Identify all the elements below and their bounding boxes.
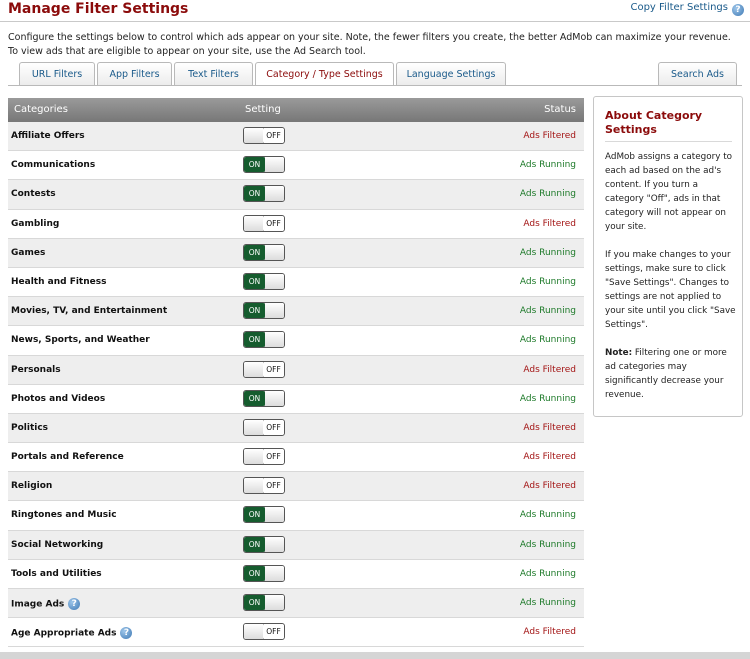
toggle-slider: [264, 566, 284, 581]
toggle-slider: [244, 449, 264, 464]
status-text: Ads Running: [519, 160, 576, 171]
category-label: Portals and Reference: [11, 452, 124, 463]
toggle-state-label: ON: [244, 595, 265, 610]
category-label: Image Ads: [11, 599, 65, 610]
category-label: Age Appropriate Ads: [11, 628, 117, 639]
table-row: [8, 239, 584, 268]
sidebox-para-2: If you make changes to your settings, make sure to click "Save Settings". Changes to settings are not applied to your site until you click "Save Settings".: [605, 250, 736, 330]
toggle-state-label: OFF: [263, 216, 284, 231]
table-row: [8, 151, 584, 180]
toggle-slider: [244, 420, 264, 435]
status-text: Ads Filtered: [523, 627, 576, 638]
table-row: [8, 180, 584, 209]
table-row: [8, 560, 584, 589]
title-bar: [0, 0, 750, 22]
category-toggle[interactable]: [243, 127, 285, 144]
status-text: Ads Running: [519, 189, 576, 200]
category-toggle[interactable]: [243, 448, 285, 465]
toggle-slider: [264, 303, 284, 318]
table-header: [8, 98, 584, 122]
category-label: Politics: [11, 422, 49, 433]
sidebox-note: [605, 346, 736, 402]
table-row: [8, 326, 584, 355]
toggle-state-label: ON: [244, 245, 265, 260]
toggle-state-label: OFF: [263, 362, 284, 377]
header-categories: Categories: [14, 104, 68, 115]
category-label: Communications: [11, 160, 96, 171]
footer-bar: [0, 652, 750, 659]
category-name: [11, 277, 106, 287]
category-name: [11, 510, 117, 520]
category-name: [11, 423, 48, 433]
header-setting: Setting: [245, 104, 281, 115]
category-label: Movies, TV, and Entertainment: [11, 306, 168, 317]
tab-search-ads[interactable]: Search Ads: [658, 62, 737, 85]
toggle-slider: [244, 128, 264, 143]
status-text: Ads Filtered: [523, 364, 576, 375]
toggle-slider: [264, 245, 284, 260]
intro-line-2: To view ads that are eligible to appear on your site, use the Ad Search tool.: [8, 46, 366, 57]
help-icon[interactable]: ?: [120, 627, 132, 639]
toggle-slider: [264, 537, 284, 552]
toggle-slider: [264, 595, 284, 610]
toggle-slider: [244, 624, 264, 639]
category-toggle[interactable]: [243, 215, 285, 232]
toggle-slider: [264, 391, 284, 406]
status-text: Ads Running: [519, 598, 576, 608]
category-name: [11, 189, 56, 199]
category-toggle[interactable]: [243, 536, 285, 553]
table-row: [8, 501, 584, 530]
toggle-state-label: OFF: [263, 478, 284, 493]
table-row: [8, 443, 584, 472]
status-text: Ads Running: [519, 247, 576, 258]
toggle-slider: [244, 216, 264, 231]
toggle-slider: [264, 507, 284, 522]
category-name: [11, 219, 59, 229]
category-toggle[interactable]: [243, 156, 285, 173]
status-text: Ads Running: [519, 539, 576, 550]
category-toggle[interactable]: [243, 361, 285, 378]
category-label: Tools and Utilities: [11, 568, 102, 579]
category-name: [11, 394, 105, 404]
toggle-slider: [264, 186, 284, 201]
filter-tabs: [0, 62, 750, 86]
toggle-slider: [264, 332, 284, 347]
sidebox-para-1: AdMob assigns a category to each ad based on the ad's content. If you turn a category "Off", ads in that category will not appear on your site.: [605, 152, 733, 232]
copy-filter-settings-link[interactable]: Copy Filter Settings: [630, 2, 728, 13]
status-text: Ads Running: [519, 510, 576, 521]
toggle-state-label: ON: [244, 507, 265, 522]
toggle-state-label: OFF: [263, 420, 284, 435]
status-text: Ads Running: [519, 276, 576, 287]
status-text: Ads Running: [519, 306, 576, 317]
table-row: [8, 472, 584, 501]
table-row: [8, 356, 584, 385]
category-name: [11, 160, 95, 170]
category-name: [11, 540, 103, 550]
tab-url-filters[interactable]: URL Filters: [19, 62, 95, 85]
table-row: [8, 618, 584, 647]
category-name: [11, 627, 132, 639]
tab-app-filters[interactable]: App Filters: [97, 62, 172, 85]
toggle-state-label: ON: [244, 566, 265, 581]
table-row: [8, 210, 584, 239]
header-status: Status: [544, 104, 576, 115]
table-row: [8, 122, 584, 151]
table-row: [8, 414, 584, 443]
status-text: Ads Filtered: [523, 452, 576, 463]
category-label: Contests: [11, 189, 56, 200]
toggle-state-label: ON: [244, 274, 265, 289]
category-label: Religion: [11, 481, 53, 492]
help-icon[interactable]: ?: [68, 598, 80, 610]
category-name: [11, 598, 80, 610]
category-toggle[interactable]: [243, 477, 285, 494]
category-label: Gambling: [11, 218, 60, 229]
tab-text-filters[interactable]: Text Filters: [174, 62, 253, 85]
category-toggle[interactable]: [243, 302, 285, 319]
status-text: Ads Running: [519, 335, 576, 346]
category-toggle[interactable]: [243, 390, 285, 407]
intro-line-1: Configure the settings below to control which ads appear on your site. Note, the fewer filters you create, the better AdMob can maximize your revenue.: [8, 32, 731, 43]
tabs-divider: [8, 85, 742, 86]
category-name: [11, 452, 124, 462]
toggle-state-label: OFF: [263, 449, 284, 464]
toggle-state-label: ON: [244, 303, 265, 318]
category-name: [11, 365, 61, 375]
toggle-state-label: ON: [244, 157, 265, 172]
table-row: [8, 589, 584, 618]
help-icon[interactable]: ?: [732, 4, 744, 16]
category-label: Photos and Videos: [11, 393, 106, 404]
status-text: Ads Running: [519, 568, 576, 579]
category-toggle[interactable]: [243, 594, 285, 611]
table-row: [8, 385, 584, 414]
category-settings-table: [8, 98, 584, 647]
table-body: [8, 122, 584, 647]
toggle-state-label: ON: [244, 537, 265, 552]
status-text: Ads Running: [519, 393, 576, 404]
category-label: Ringtones and Music: [11, 510, 117, 521]
category-toggle[interactable]: [243, 506, 285, 523]
table-row: [8, 268, 584, 297]
status-text: Ads Filtered: [523, 422, 576, 433]
category-toggle[interactable]: [243, 185, 285, 202]
category-name: [11, 569, 102, 579]
category-label: Social Networking: [11, 539, 104, 550]
toggle-slider: [244, 478, 264, 493]
tab-language-settings[interactable]: Language Settings: [396, 62, 506, 85]
status-text: Ads Filtered: [523, 218, 576, 229]
table-row: [8, 531, 584, 560]
status-text: Ads Filtered: [523, 481, 576, 492]
about-category-settings-box: [593, 96, 743, 417]
toggle-slider: [264, 157, 284, 172]
category-label: Health and Fitness: [11, 276, 107, 287]
toggle-state-label: ON: [244, 186, 265, 201]
toggle-state-label: OFF: [263, 624, 284, 639]
category-toggle[interactable]: [243, 565, 285, 582]
category-label: News, Sports, and Weather: [11, 335, 150, 346]
category-toggle[interactable]: [243, 273, 285, 290]
toggle-state-label: OFF: [263, 128, 284, 143]
note-label: Note:: [605, 348, 633, 358]
category-name: [11, 481, 52, 491]
tab-category-type-settings[interactable]: Category / Type Settings: [255, 62, 394, 86]
note-text: Filtering one or more ad categories may significantly decrease your revenue.: [605, 348, 727, 400]
sidebox-title: About Category Settings: [605, 109, 732, 142]
category-name: [11, 306, 167, 316]
category-toggle[interactable]: [243, 623, 285, 640]
page-title: Manage Filter Settings: [8, 1, 189, 17]
table-row: [8, 297, 584, 326]
intro-text: [8, 31, 743, 59]
category-name: [11, 335, 150, 345]
toggle-state-label: ON: [244, 391, 265, 406]
toggle-state-label: ON: [244, 332, 265, 347]
category-name: [11, 248, 45, 258]
category-toggle[interactable]: [243, 244, 285, 261]
category-name: [11, 131, 85, 141]
category-label: Personals: [11, 364, 61, 375]
toggle-slider: [244, 362, 264, 377]
category-label: Games: [11, 247, 46, 258]
toggle-slider: [264, 274, 284, 289]
status-text: Ads Filtered: [523, 131, 576, 141]
category-toggle[interactable]: [243, 331, 285, 348]
category-toggle[interactable]: [243, 419, 285, 436]
category-label: Affiliate Offers: [11, 131, 85, 141]
